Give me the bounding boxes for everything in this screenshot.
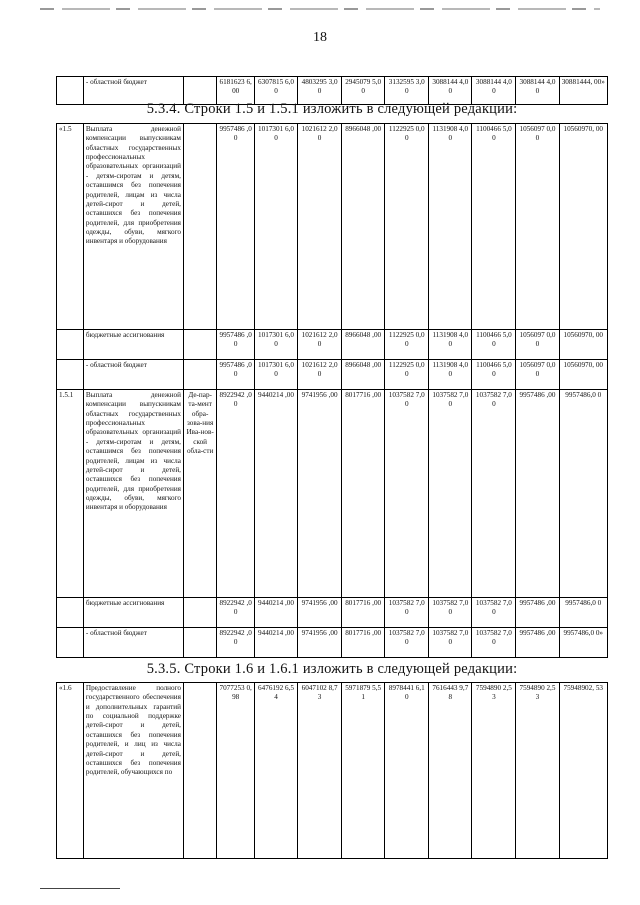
value-cell: 1037582 7,00 [472,390,516,598]
value-cell: 1021612 2,00 [298,124,342,330]
value-cell: 9741956 ,00 [298,390,342,598]
value-cell: 7594890 2,53 [516,683,559,859]
section-caption-534: 5.3.4. Строки 1.5 и 1.5.1 изложить в следующей редакции: [146,101,518,117]
value-cell: 1056097 0,00 [516,124,559,330]
row-number: «1.5 [57,124,84,330]
value-cell: 3088144 4,00 [516,77,559,105]
value-cell: 1131908 4,00 [429,330,472,360]
footnote-rule [40,888,120,889]
value-cell: 6476192 6,54 [254,683,297,859]
table-row-1-5-1 [57,390,608,598]
value-cell: 8922942 ,00 [217,390,255,598]
row-executor: Де-пар-та-мент обра-зова-ния Ива-нов-ской обла-сти [183,390,216,598]
table-row-1-5 [57,124,608,330]
row-label: - областной бюджет [83,77,183,105]
value-cell: 1017301 6,00 [254,124,297,330]
value-cell: 1021612 2,00 [298,330,342,360]
value-cell: 1122925 0,00 [385,360,429,390]
value-cell: 6047102 8,73 [298,683,342,859]
value-cell: 6181623 6,00 [217,77,255,105]
value-cell: 1122925 0,00 [385,124,429,330]
table-rows-1-5 [56,123,608,658]
value-cell: 8017716 ,00 [342,390,385,598]
value-cell: 1100466 5,00 [472,360,516,390]
value-cell: 8922942 ,00 [217,628,255,658]
value-cell: 9957486 ,00 [217,360,255,390]
value-cell: 9957486 ,00 [217,330,255,360]
table-row-1-6 [57,683,608,859]
row-number: «1.6 [57,683,84,859]
value-cell: 1037582 7,00 [429,628,472,658]
value-cell: 1037582 7,00 [385,390,429,598]
value-cell: 9440214 ,00 [254,628,297,658]
value-cell: 1131908 4,00 [429,360,472,390]
value-cell: 9957486 ,00 [516,598,559,628]
value-cell: 1017301 6,00 [254,360,297,390]
value-cell: 10560970, 00 [559,330,608,360]
value-cell: 1131908 4,00 [429,124,472,330]
value-cell: 1056097 0,00 [516,360,559,390]
value-cell: 3088144 4,00 [429,77,472,105]
value-cell: 7077253 0,98 [217,683,255,859]
value-cell: 1037582 7,00 [472,598,516,628]
row-number: 1.5.1 [57,390,84,598]
value-cell: 1122925 0,00 [385,330,429,360]
row-description: Выплата денежной компенсации выпускникам областных государственных профессиональных образовательных организаций - детям-сиротам и детям, оставшимся без попечения родителей, лицам из числа детей-сирот и детей, оставшихся без попечения родителей, для приобретения одежды, обуви, мягкого инвентаря и оборудования [83,390,183,598]
value-cell: 1037582 7,00 [385,628,429,658]
row-executor [183,683,216,859]
value-cell: 8017716 ,00 [342,628,385,658]
value-cell: 75948902, 53 [559,683,608,859]
table-row-1-5-1-budget [57,598,608,628]
value-cell: 9957486 ,00 [217,124,255,330]
value-cell: 9440214 ,00 [254,390,297,598]
value-cell: 8017716 ,00 [342,598,385,628]
value-cell: 9440214 ,00 [254,598,297,628]
table-row-1-5-1-regional [57,628,608,658]
value-cell: 7594890 2,53 [472,683,516,859]
value-cell: 1017301 6,00 [254,330,297,360]
value-cell: 1021612 2,00 [298,360,342,390]
value-cell: 1056097 0,00 [516,330,559,360]
row-label: - областной бюджет [83,628,183,658]
value-cell: 3132595 3,00 [385,77,429,105]
value-cell: 30881444, 00» [559,77,608,105]
value-cell: 10560970, 00 [559,124,608,330]
value-cell: 3088144 4,00 [472,77,516,105]
value-cell: 9957486 ,00 [516,390,559,598]
row-label: - областной бюджет [83,360,183,390]
row-label: бюджетные ассигнования [83,330,183,360]
value-cell: 1037582 7,00 [429,390,472,598]
value-cell: 8922942 ,00 [217,598,255,628]
value-cell: 9957486,0 0 [559,598,608,628]
value-cell: 9957486,0 0 [559,390,608,598]
value-cell: 9741956 ,00 [298,598,342,628]
section-caption-535: 5.3.5. Строки 1.6 и 1.6.1 изложить в следующей редакции: [146,661,518,677]
table-rows-1-6 [56,682,608,859]
value-cell: 8966048 ,00 [342,330,385,360]
value-cell: 8966048 ,00 [342,124,385,330]
value-cell: 1100466 5,00 [472,124,516,330]
value-cell: 9741956 ,00 [298,628,342,658]
value-cell: 6307815 6,00 [254,77,297,105]
value-cell: 7616443 9,78 [429,683,472,859]
value-cell: 1037582 7,00 [385,598,429,628]
value-cell: 8966048 ,00 [342,360,385,390]
row-executor [183,124,216,330]
scan-top-border [40,8,600,10]
row-description: Выплата денежной компенсации выпускникам областных государственных профессиональных образовательных организаций - детям-сиротам и детям, оставшимся без попечения родителей, лицам из числа детей-сирот и детей, оставшихся без попечения родителей, для приобретения одежды, обуви, мягкого инвентаря и оборудования [83,124,183,330]
value-cell: 8978441 6,10 [385,683,429,859]
row-description: Предоставление полного государственного обеспечения и дополнительных гарантий по социальной поддержке детей-сирот и детей, оставшихся без попечения родителей, и лиц из числа детей-сирот и детей, оставшихся без попечения родителей, обучающихся по [83,683,183,859]
value-cell: 4803295 3,00 [298,77,342,105]
value-cell: 1037582 7,00 [429,598,472,628]
value-cell: 9957486 ,00 [516,628,559,658]
value-cell: 1037582 7,00 [472,628,516,658]
value-cell: 5971879 5,51 [342,683,385,859]
value-cell: 10560970, 00 [559,360,608,390]
value-cell: 9957486,0 0» [559,628,608,658]
table-row-1-5-budget [57,330,608,360]
table-row-1-5-regional [57,360,608,390]
value-cell: 1100466 5,00 [472,330,516,360]
row-label: бюджетные ассигнования [83,598,183,628]
value-cell: 2945079 5,00 [342,77,385,105]
page-number: 18 [313,30,327,45]
